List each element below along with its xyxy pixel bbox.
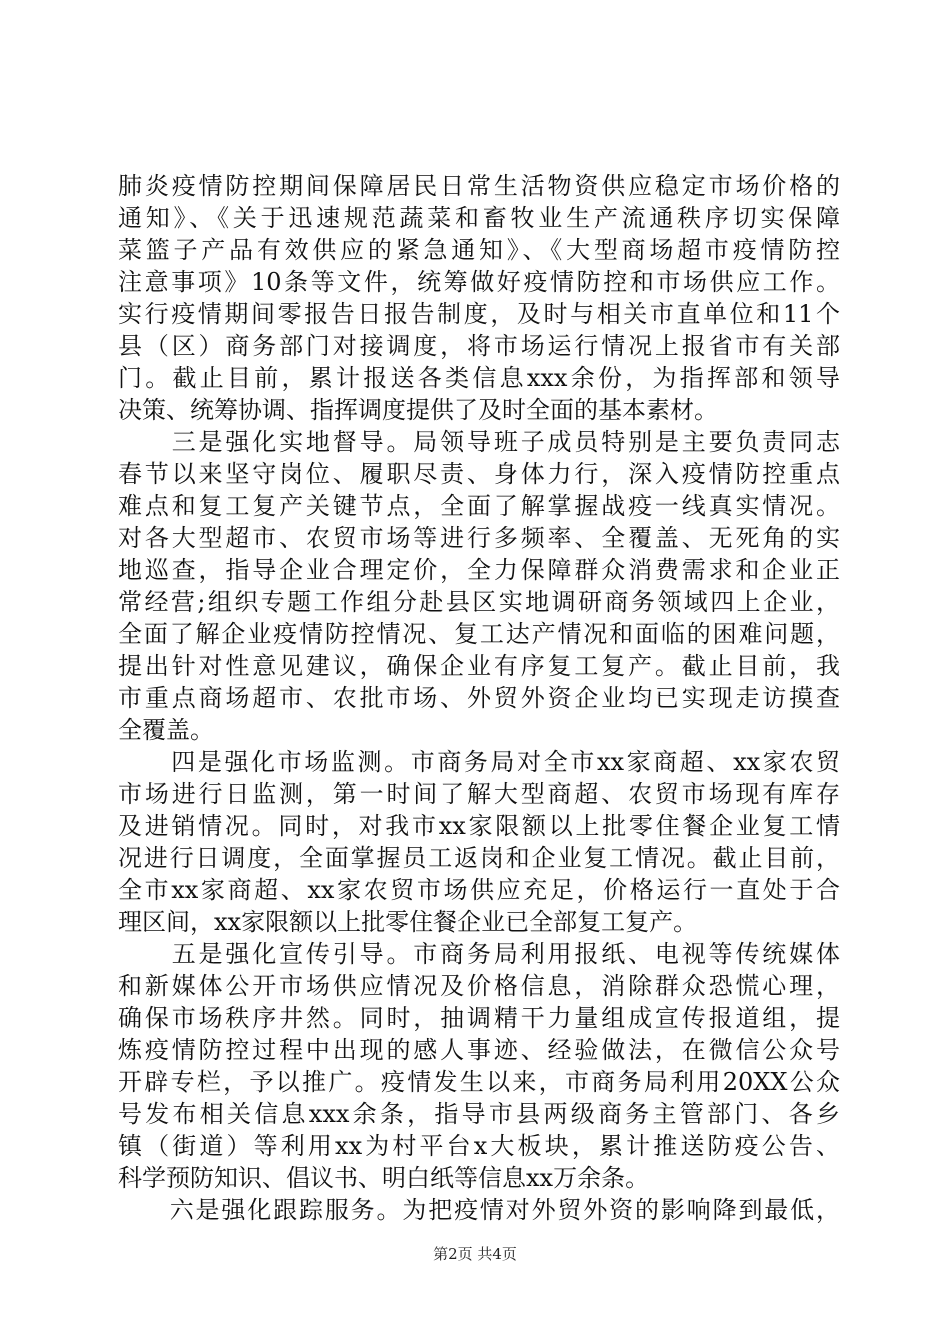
text-line: 春节以来坚守岗位、履职尽责、身体力行，深入疫情防控重点	[118, 460, 840, 488]
text-line: 地巡查，指导企业合理定价，全力保障群众消费需求和企业正	[118, 556, 840, 584]
text-line: 决策、统筹协调、指挥调度提供了及时全面的基本素材。	[118, 396, 718, 424]
text-line: 全市xx家商超、xx家农贸市场供应充足，价格运行一直处于合	[118, 876, 840, 904]
text-line: 难点和复工复产关键节点，全面了解掌握战疫一线真实情况。	[118, 492, 840, 520]
text-line: 注意事项》10条等文件，统筹做好疫情防控和市场供应工作。	[118, 268, 840, 296]
text-line: 四是强化市场监测。市商务局对全市xx家商超、xx家农贸	[118, 748, 840, 776]
text-line: 况进行日调度，全面掌握员工返岗和企业复工情况。截止目前，	[118, 844, 840, 872]
document-body	[118, 170, 840, 1226]
text-line: 市重点商场超市、农批市场、外贸外资企业均已实现走访摸查	[118, 684, 840, 712]
text-line: 提出针对性意见建议，确保企业有序复工复产。截止目前，我	[118, 652, 840, 680]
text-line: 县（区）商务部门对接调度，将市场运行情况上报省市有关部	[118, 332, 840, 360]
text-line: 三是强化实地督导。局领导班子成员特别是主要负责同志	[118, 428, 840, 456]
text-line: 常经营;组织专题工作组分赴县区实地调研商务领域四上企业，	[118, 588, 840, 616]
text-line: 市场进行日监测，第一时间了解大型商超、农贸市场现有库存	[118, 780, 840, 808]
text-line: 五是强化宣传引导。市商务局利用报纸、电视等传统媒体	[118, 940, 840, 968]
text-line: 六是强化跟踪服务。为把疫情对外贸外资的影响降到最低，	[118, 1196, 840, 1224]
text-line: 确保市场秩序井然。同时，抽调精干力量组成宣传报道组，提	[118, 1004, 840, 1032]
text-line: 全面了解企业疫情防控情况、复工达产情况和面临的困难问题，	[118, 620, 840, 648]
text-line: 炼疫情防控过程中出现的感人事迹、经验做法，在微信公众号	[118, 1036, 840, 1064]
text-line: 肺炎疫情防控期间保障居民日常生活物资供应稳定市场价格的	[118, 172, 840, 200]
text-line: 及进销情况。同时，对我市xx家限额以上批零住餐企业复工情	[118, 812, 840, 840]
text-line: 通知》、《关于迅速规范蔬菜和畜牧业生产流通秩序切实保障	[118, 204, 840, 232]
text-line: 号发布相关信息xxx余条，指导市县两级商务主管部门、各乡	[118, 1100, 840, 1128]
text-line: 科学预防知识、倡议书、明白纸等信息xx万余条。	[118, 1164, 650, 1192]
page-number-footer: 第2页 共4页	[433, 1245, 517, 1263]
text-line: 和新媒体公开市场供应情况及价格信息，消除群众恐慌心理，	[118, 972, 840, 1000]
text-line: 实行疫情期间零报告日报告制度，及时与相关市直单位和11个	[118, 300, 840, 328]
text-line: 菜篮子产品有效供应的紧急通知》、《大型商场超市疫情防控	[118, 236, 840, 264]
text-line: 镇（街道）等利用xx为村平台x大板块，累计推送防疫公告、	[118, 1132, 840, 1160]
text-line: 对各大型超市、农贸市场等进行多频率、全覆盖、无死角的实	[118, 524, 840, 552]
text-line: 门。截止目前，累计报送各类信息xxx余份，为指挥部和领导	[118, 364, 840, 392]
text-line: 理区间，xx家限额以上批零住餐企业已全部复工复产。	[118, 908, 698, 936]
text-line: 开辟专栏，予以推广。疫情发生以来，市商务局利用20XX公众	[118, 1068, 840, 1096]
text-line: 全覆盖。	[118, 716, 214, 744]
